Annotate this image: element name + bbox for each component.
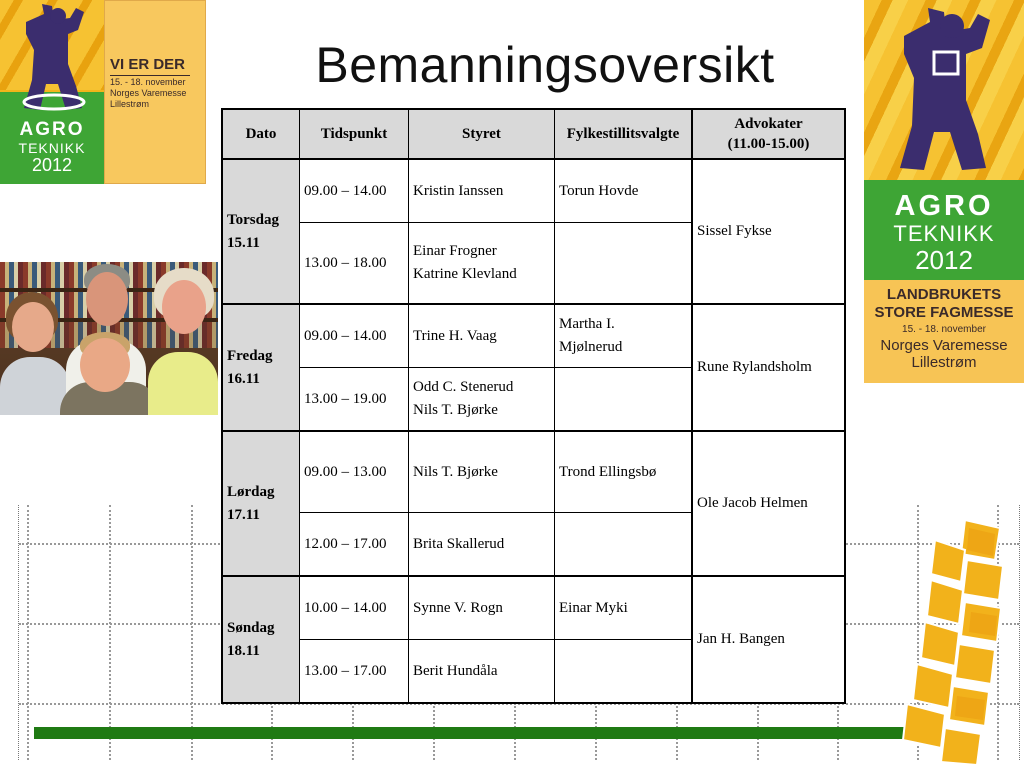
styret-cell: Berit Hundåla bbox=[409, 640, 555, 704]
fylke-cell: Einar Myki bbox=[555, 576, 693, 640]
table-header-row bbox=[222, 109, 845, 159]
logo-agro-text: AGRO bbox=[19, 119, 85, 140]
staffing-table bbox=[221, 108, 846, 704]
green-baseline-bar bbox=[34, 727, 914, 739]
group-photo bbox=[0, 262, 218, 415]
wheat-ear-icon bbox=[895, 520, 1015, 765]
styret-cell: Brita Skallerud bbox=[409, 513, 555, 577]
advokat-cell: Jan H. Bangen bbox=[692, 576, 845, 703]
table-row bbox=[222, 159, 845, 223]
fylke-cell bbox=[555, 368, 693, 432]
styret-cell: Trine H. Vaag bbox=[409, 304, 555, 368]
time-cell: 09.00 – 14.00 bbox=[300, 159, 409, 223]
fylke-cell: Torun Hovde bbox=[555, 159, 693, 223]
logo-venue-text: Norges Varemesse bbox=[110, 88, 187, 98]
logo-agro-text: AGRO bbox=[894, 190, 994, 222]
fylke-cell: Martha I. Mjølnerud bbox=[555, 304, 693, 368]
logo-tagline-1: LANDBRUKETS bbox=[886, 286, 1002, 303]
styret-cell: Einar Frogner Katrine Klevland bbox=[409, 223, 555, 305]
time-cell: 13.00 – 17.00 bbox=[300, 640, 409, 704]
table-row bbox=[222, 304, 845, 368]
header-dato: Dato bbox=[222, 109, 300, 159]
logo-year-text: 2012 bbox=[915, 245, 973, 275]
fylke-cell bbox=[555, 640, 693, 704]
fylke-cell: Trond Ellingsbø bbox=[555, 431, 693, 513]
header-advokater: Advokater (11.00-15.00) bbox=[692, 109, 845, 159]
fylke-cell bbox=[555, 513, 693, 577]
logo-teknikk-text: TEKNIKK bbox=[893, 221, 995, 246]
time-cell: 13.00 – 19.00 bbox=[300, 368, 409, 432]
header-fylkestillitsvalgte: Fylkestillitsvalgte bbox=[555, 109, 693, 159]
farmer-figure-icon bbox=[892, 8, 1000, 176]
styret-cell: Synne V. Rogn bbox=[409, 576, 555, 640]
logo-dates-text: 15. - 18. november bbox=[902, 324, 986, 335]
styret-cell: Nils T. Bjørke bbox=[409, 431, 555, 513]
page-title: Bemanningsoversikt bbox=[315, 37, 775, 93]
logo-teknikk-text: TEKNIKK bbox=[18, 140, 86, 156]
table-row bbox=[222, 576, 845, 640]
styret-cell: Odd C. Stenerud Nils T. Bjørke bbox=[409, 368, 555, 432]
logo-tagline-2: STORE FAGMESSE bbox=[874, 304, 1014, 321]
advokat-cell: Sissel Fykse bbox=[692, 159, 845, 304]
vi-er-der-text: VI ER DER bbox=[110, 56, 186, 73]
day-cell: Torsdag 15.11 bbox=[222, 159, 300, 304]
farmer-figure-icon bbox=[18, 4, 88, 114]
logo-year-text: 2012 bbox=[31, 155, 73, 175]
logo-place-text: Lillestrøm bbox=[110, 99, 150, 109]
header-tidspunkt: Tidspunkt bbox=[300, 109, 409, 159]
time-cell: 12.00 – 17.00 bbox=[300, 513, 409, 577]
table-row bbox=[222, 431, 845, 513]
time-cell: 09.00 – 14.00 bbox=[300, 304, 409, 368]
day-cell: Lørdag 17.11 bbox=[222, 431, 300, 576]
time-cell: 10.00 – 14.00 bbox=[300, 576, 409, 640]
agroteknikk-logo-right bbox=[864, 0, 1024, 383]
styret-cell: Kristin Ianssen bbox=[409, 159, 555, 223]
fylke-cell bbox=[555, 223, 693, 305]
logo-place-text: Lillestrøm bbox=[911, 354, 977, 371]
advokat-cell: Ole Jacob Helmen bbox=[692, 431, 845, 576]
day-cell: Fredag 16.11 bbox=[222, 304, 300, 431]
agroteknikk-logo-left bbox=[0, 0, 206, 184]
time-cell: 13.00 – 18.00 bbox=[300, 223, 409, 305]
logo-dates-text: 15. - 18. november bbox=[110, 77, 186, 87]
logo-venue-text: Norges Varemesse bbox=[880, 337, 1008, 354]
header-styret: Styret bbox=[409, 109, 555, 159]
advokat-cell: Rune Rylandsholm bbox=[692, 304, 845, 431]
day-cell: Søndag 18.11 bbox=[222, 576, 300, 703]
time-cell: 09.00 – 13.00 bbox=[300, 431, 409, 513]
